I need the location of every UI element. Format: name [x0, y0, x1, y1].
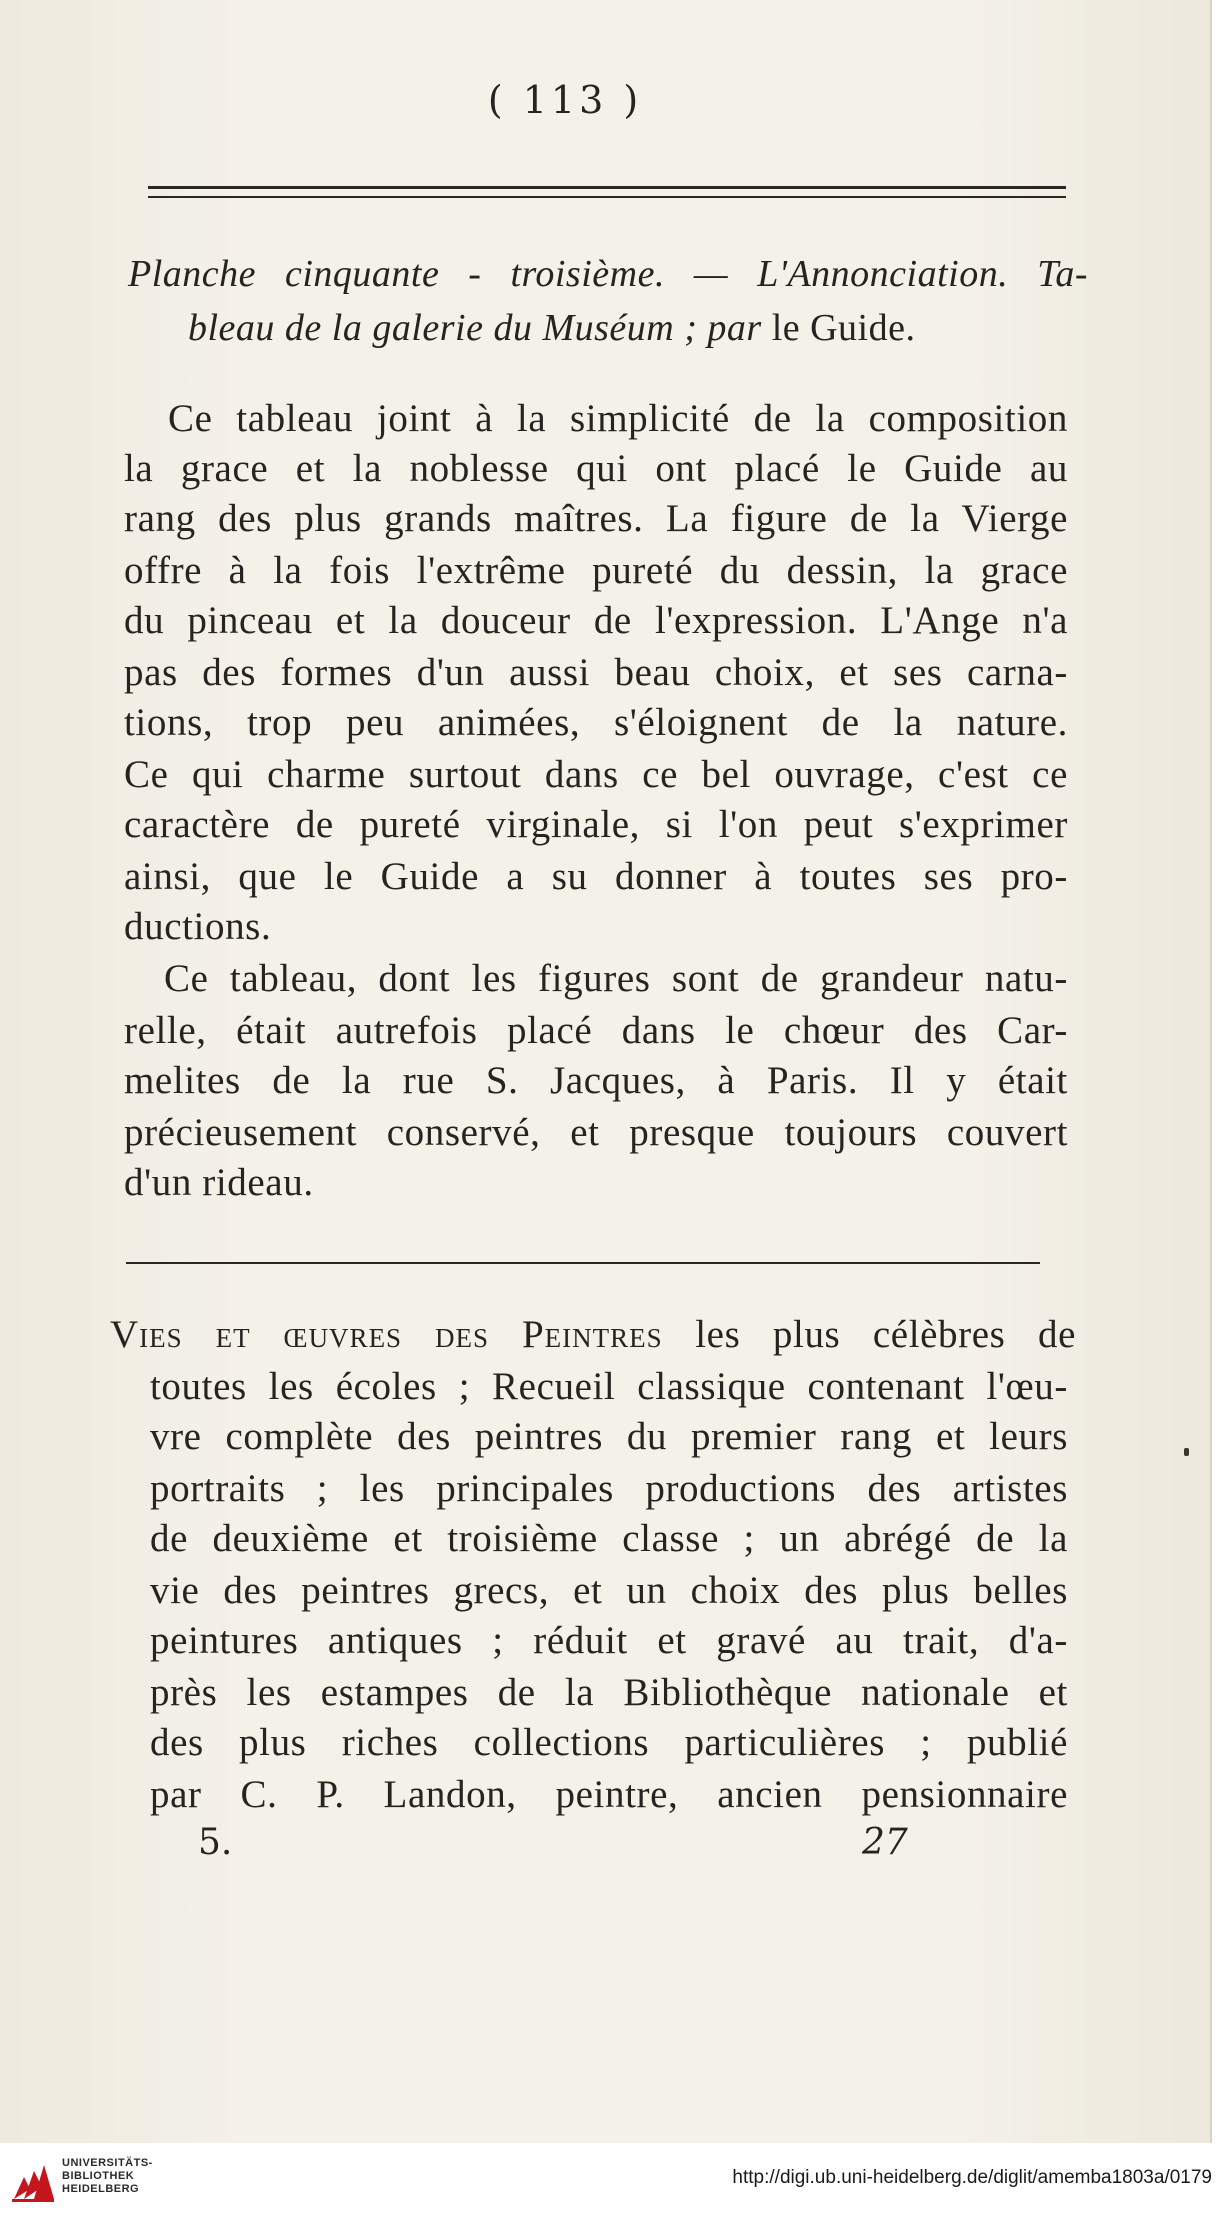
para2-line-5: d'un rideau.: [124, 1161, 314, 1204]
viewer-footer: [0, 2143, 1226, 2229]
header-rule-bottom: [148, 196, 1066, 198]
para1-line-8: Ce qui charme surtout dans ce bel ouvrage, c'est ce: [124, 753, 1068, 796]
para1-line-2: la grace et la noblesse qui ont placé le Guide au: [124, 447, 1068, 490]
library-name: [62, 2157, 153, 2196]
para1-line-5: du pinceau et la douceur de l'expression. L'Ange n'a: [124, 599, 1068, 642]
para1-line-10: ainsi, que le Guide a su donner à toutes ses pro-: [124, 855, 1068, 898]
para1-line-6: pas des formes d'un aussi beau choix, et ses carna-: [124, 651, 1068, 694]
para2-line-3: melites de la rue S. Jacques, à Paris. Il y était: [124, 1059, 1068, 1102]
library-name-line-2: BIBLIOTHEK: [62, 2170, 135, 2182]
announcement-line-9: des plus riches collections particulières ; publié: [150, 1721, 1068, 1764]
para1-line-3: rang des plus grands maîtres. La figure de la Vierge: [124, 497, 1068, 540]
para1-line-4: offre à la fois l'extrême pureté du dessin, la grace: [124, 549, 1068, 592]
catchword: 27: [862, 1822, 908, 1863]
announcement-line-3: vre complète des peintres du premier rang et leurs: [150, 1415, 1068, 1458]
library-name-line-1: UNIVERSITÄTS-: [62, 2157, 153, 2169]
caption-line-1: Planche cinquante - troisième. — L'Annonciation. Ta-: [128, 253, 1088, 295]
header-rule-top: [148, 186, 1066, 189]
university-logo-icon: [10, 2157, 56, 2203]
source-url-link[interactable]: http://digi.ub.uni-heidelberg.de/diglit/amemba1803a/0179: [732, 2167, 1212, 2188]
announcement-line-6: vie des peintres grecs, et un choix des plus belles: [150, 1569, 1068, 1612]
announcement-title: Vies et œuvres des Peintres: [110, 1313, 663, 1356]
announcement-line-4: portraits ; les principales productions des artistes: [150, 1467, 1068, 1510]
section-separator: [126, 1262, 1040, 1264]
announcement-line-2: toutes les écoles ; Recueil classique contenant l'œu-: [150, 1365, 1068, 1408]
para1-line-1: Ce tableau joint à la simplicité de la composition: [168, 397, 1068, 440]
para2-line-1: Ce tableau, dont les figures sont de grandeur natu-: [164, 957, 1068, 1000]
para2-line-2: relle, était autrefois placé dans le chœur des Car-: [124, 1009, 1068, 1052]
caption-line-2: [188, 306, 915, 350]
signature-mark: 5.: [198, 1822, 233, 1863]
library-name-line-3: HEIDELBERG: [62, 2183, 140, 2195]
announcement-line-1: [110, 1312, 1076, 1357]
para1-line-7: tions, trop peu animées, s'éloignent de la nature.: [124, 701, 1068, 744]
announcement-line-5: de deuxième et troisième classe ; un abrégé de la: [150, 1517, 1068, 1560]
caption-line-2-author: le Guide.: [761, 307, 916, 349]
announcement-title-rest: les plus célèbres de: [662, 1313, 1076, 1356]
para2-line-4: précieusement conservé, et presque toujours couvert: [124, 1111, 1068, 1154]
para1-line-9: caractère de pureté virginale, si l'on peut s'exprimer: [124, 803, 1068, 846]
announcement-line-8: près les estampes de la Bibliothèque nationale et: [150, 1671, 1068, 1714]
caption-line-2-italic: bleau de la galerie du Muséum ; par: [188, 307, 762, 349]
para1-line-11: ductions.: [124, 905, 272, 948]
margin-mark-dot: [1184, 1448, 1189, 1456]
announcement-line-7: peintures antiques ; réduit et gravé au trait, d'a-: [150, 1619, 1068, 1662]
announcement-line-10: par C. P. Landon, peintre, ancien pensionnaire: [150, 1773, 1068, 1816]
page-number: ( 113 ): [487, 78, 643, 122]
